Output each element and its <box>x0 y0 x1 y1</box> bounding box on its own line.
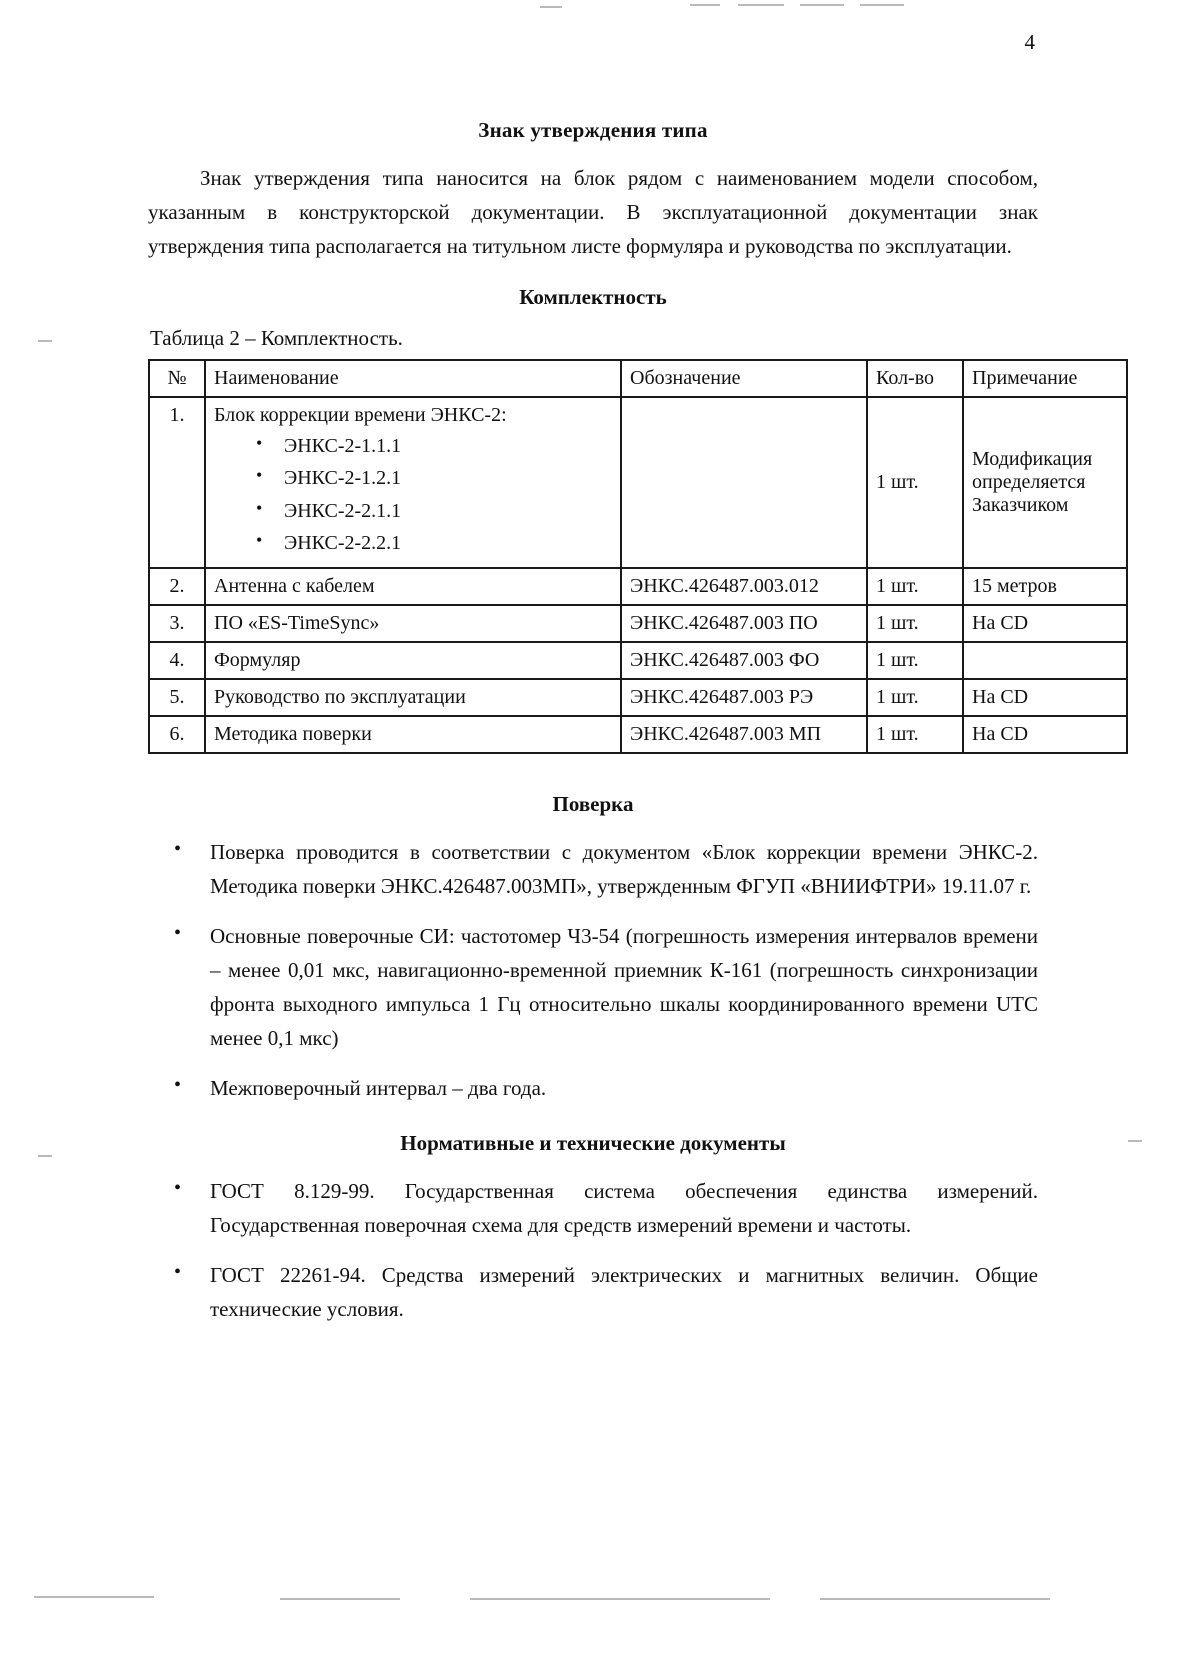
verification-list <box>148 835 1038 1105</box>
normative-docs-title: Нормативные и технические документы <box>400 1130 786 1155</box>
header-num: № <box>149 360 205 397</box>
scan-artifact-left-1 <box>38 340 52 342</box>
row6-name: Методика поверки <box>205 716 621 753</box>
row2-num: 2. <box>149 568 205 605</box>
row1-sub-item: • ЭНКС-2-2.2.1 <box>250 528 612 558</box>
scan-artifact-top-3 <box>738 4 784 6</box>
row6-qty: 1 шт. <box>867 716 963 753</box>
table-row <box>149 642 1127 679</box>
row2-designation: ЭНКС.426487.003.012 <box>621 568 867 605</box>
row3-note: На CD <box>963 605 1127 642</box>
header-designation: Обозначение <box>621 360 867 397</box>
row6-note: На CD <box>963 716 1127 753</box>
table-row <box>149 605 1127 642</box>
row4-qty: 1 шт. <box>867 642 963 679</box>
row1-sub-item: • ЭНКС-2-1.2.1 <box>250 463 612 493</box>
row2-name: Антенна с кабелем <box>205 568 621 605</box>
table-header-row <box>149 360 1127 397</box>
row3-name: ПО «ES-TimeSync» <box>205 605 621 642</box>
row1-name <box>205 397 621 568</box>
completeness-title: Комплектность <box>519 285 667 310</box>
scan-artifact-right-1 <box>1128 1140 1142 1142</box>
scan-artifact-bottom-2 <box>280 1598 400 1600</box>
verification-item: • Межповерочный интервал – два года. <box>148 1071 1038 1105</box>
scan-artifact-bottom-4 <box>820 1598 1050 1600</box>
row1-sub-items <box>214 431 612 559</box>
row4-note <box>963 642 1127 679</box>
row4-name: Формуляр <box>205 642 621 679</box>
row3-qty: 1 шт. <box>867 605 963 642</box>
row1-name-text: Блок коррекции времени ЭНКС-2: <box>214 404 507 427</box>
row5-name: Руководство по эксплуатации <box>205 679 621 716</box>
scan-artifact-top-2 <box>690 4 720 6</box>
scan-artifact-top-5 <box>860 4 904 6</box>
row5-note: На CD <box>963 679 1127 716</box>
header-note: Примечание <box>963 360 1127 397</box>
scan-artifact-bottom-3 <box>470 1598 770 1600</box>
row6-num: 6. <box>149 716 205 753</box>
row1-note: Модификация определяется Заказчиком <box>963 397 1127 568</box>
verification-item: • Поверка проводится в соответствии с документом «Блок коррекции времени ЭНКС-2. Методика поверки ЭНКС.426487.003МП», утвержденным ФГУП «ВНИИФТРИ» 19.11.07 г. <box>148 835 1038 903</box>
scan-artifact-bottom-1 <box>34 1596 154 1598</box>
row2-qty: 1 шт. <box>867 568 963 605</box>
row4-designation: ЭНКС.426487.003 ФО <box>621 642 867 679</box>
row1-sub-item: • ЭНКС-2-2.1.1 <box>250 496 612 526</box>
row5-num: 5. <box>149 679 205 716</box>
table-row <box>149 716 1127 753</box>
row2-note: 15 метров <box>963 568 1127 605</box>
completeness-table <box>148 359 1128 754</box>
row6-designation: ЭНКС.426487.003 МП <box>621 716 867 753</box>
table-row <box>149 397 1127 568</box>
normative-doc-item: • ГОСТ 22261-94. Средства измерений электрических и магнитных величин. Общие технические условия. <box>148 1258 1038 1326</box>
row5-qty: 1 шт. <box>867 679 963 716</box>
approval-mark-paragraph: Знак утверждения типа наносится на блок рядом с наименованием модели способом, указанным в конструкторской документации. В эксплуатационной документации знак утверждения типа располагается на титульном листе формуляра и руководства по эксплуатации. <box>148 166 1038 259</box>
row5-designation: ЭНКС.426487.003 РЭ <box>621 679 867 716</box>
header-qty: Кол-во <box>867 360 963 397</box>
row1-designation <box>621 397 867 568</box>
scan-artifact-top-1 <box>540 6 562 8</box>
normative-doc-item: • ГОСТ 8.129-99. Государственная система обеспечения единства измерений. Государственная поверочная схема для средств измерений времени и частоты. <box>148 1174 1038 1242</box>
row3-num: 3. <box>149 605 205 642</box>
completeness-table-caption: Таблица 2 – Комплектность. <box>150 326 403 351</box>
verification-item: • Основные поверочные СИ: частотомер Ч3-54 (погрешность измерения интервалов времени – менее 0,01 мкс, навигационно-временной приемник К-161 (погрешность синхронизации фронта выходного импульса 1 Гц относительно шкалы координированного времени UTC менее 0,1 мкс) <box>148 919 1038 1055</box>
scan-artifact-left-2 <box>38 1155 52 1157</box>
header-name: Наименование <box>205 360 621 397</box>
row4-num: 4. <box>149 642 205 679</box>
page-number: 4 <box>1024 30 1035 54</box>
row1-num: 1. <box>149 397 205 568</box>
normative-docs-list <box>148 1174 1038 1326</box>
page-content <box>148 118 1093 1342</box>
table-row <box>149 568 1127 605</box>
approval-mark-title: Знак утверждения типа <box>478 118 708 142</box>
scan-artifact-top-4 <box>800 4 844 6</box>
row1-sub-item: • ЭНКС-2-1.1.1 <box>250 431 612 461</box>
row1-qty: 1 шт. <box>867 397 963 568</box>
verification-title: Поверка <box>552 791 634 816</box>
table-row <box>149 679 1127 716</box>
row3-designation: ЭНКС.426487.003 ПО <box>621 605 867 642</box>
